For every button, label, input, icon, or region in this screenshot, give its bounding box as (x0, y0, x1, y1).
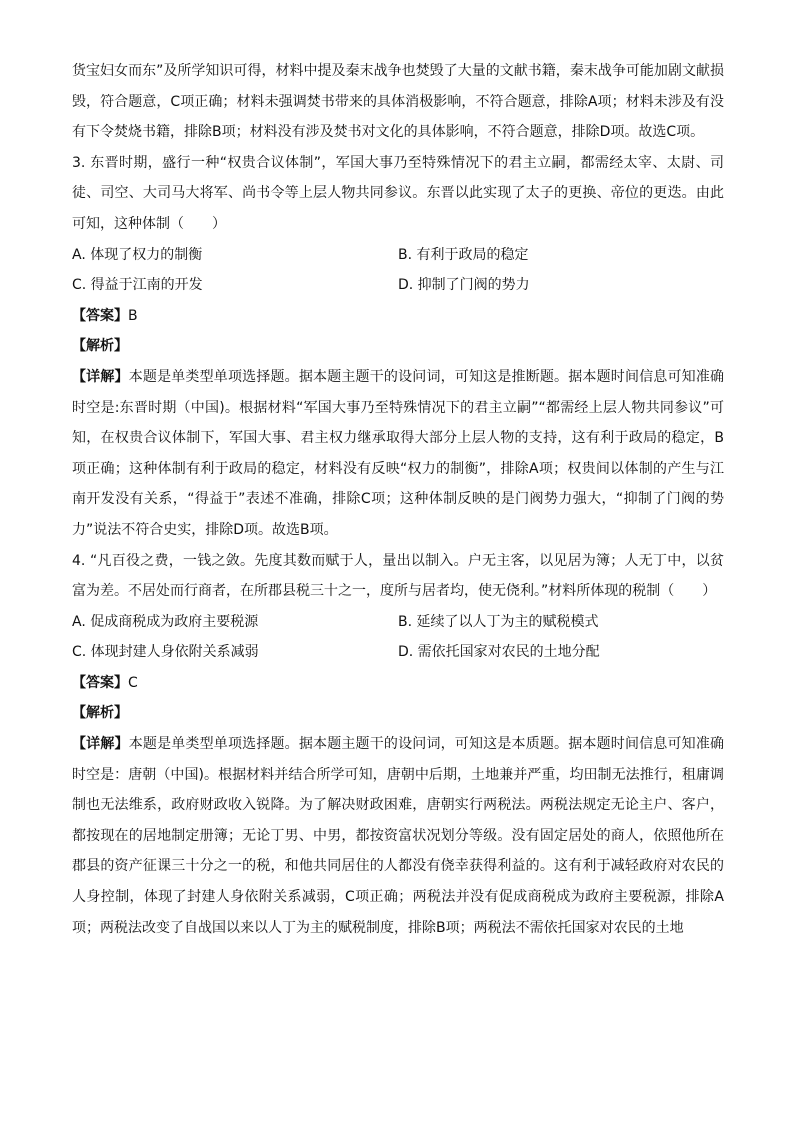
question-3-option-b: B. 有利于政局的稳定 (398, 246, 529, 263)
question-3-option-c: C. 得益于江南的开发 (72, 277, 203, 294)
question-4-option-d: D. 需依托国家对农民的土地分配 (398, 644, 600, 661)
analysis-tag: 【解析】 (72, 338, 128, 355)
question-4-stem: 4. “凡百役之费，一钱之敛。先度其数而赋于人，量出以制入。户无主客，以见居为簿；人无丁中，以贫富为差。不居处而行商者，在所郡县税三十之一，度所与居者均，使无侥利。”材料所体现的税制（ ） (72, 552, 724, 600)
detail-tag: 【详解】 (72, 736, 129, 753)
question-3-options-row-1 (72, 240, 724, 271)
question-4-option-a: A. 促成商税成为政府主要税源 (72, 613, 259, 630)
question-3-stem: 3. 东晋时期，盛行一种“权贵合议体制”，军国大事乃至特殊情况下的君主立嗣，都需经太宰、太尉、司徒、司空、大司马大将军、尚书令等上层人物共同参议。东晋以此实现了太子的更换、帝位的更迭。由此可知，这种体制（ ） (72, 154, 724, 232)
question-4-answer (72, 668, 724, 699)
question-4-option-b: B. 延续了以人丁为主的赋税模式 (398, 613, 599, 630)
previous-analysis-continuation: 货宝妇女而东”及所学知识可得，材料中提及秦末战争也焚毁了大量的文献书籍，秦末战争可能加剧文献损毁，符合题意，C项正确；材料未强调焚书带来的具体消极影响，不符合题意，排除A项；材料未涉及有没有下令焚烧书籍，排除B项；材料没有涉及焚书对文化的具体影响，不符合题意，排除D项。故选C项。 (72, 63, 724, 141)
question-3-option-a: A. 体现了权力的制衡 (72, 246, 203, 263)
answer-value: B (128, 307, 138, 324)
question-3-analysis-heading (72, 331, 724, 362)
detail-text: 本题是单类型单项选择题。据本题主题干的设问词，可知这是推断题。据本题时间信息可知准确时空是:东晋时期（中国)。根据材料“军国大事乃至特殊情况下的君主立嗣”“都需经上层人物共同参议”可知，在权贵合议体制下，军国大事、君主权力继承取得大部分上层人物的支持，这有利于政局的稳定，B项正确；这种体制有利于政局的稳定，材料没有反映“权力的制衡”，排除A项；权贵间以体制的产生与江南开发没有关系，“得益于”表述不准确，排除C项；这种体制反映的是门阀势力强大，“抑制了门阀的势力”说法不符合史实，排除D项。故选B项。 (72, 368, 725, 538)
question-3-detail (72, 362, 724, 546)
answer-tag: 【答案】 (72, 674, 128, 691)
analysis-tag: 【解析】 (72, 705, 128, 722)
question-3-options-row-2 (72, 270, 724, 301)
answer-value: C (128, 674, 138, 691)
question-3-answer (72, 301, 724, 332)
question-4-detail (72, 729, 724, 943)
detail-text: 本题是单类型单项选择题。据本题主题干的设问词，可知这是本质题。据本题时间信息可知准确时空是：唐朝（中国)。根据材料并结合所学可知，唐朝中后期，土地兼并严重，均田制无法推行，租庸调制也无法维系，政府财政收入锐降。为了解决财政困难，唐朝实行两税法。两税法规定无论主户、客户，都按现在的居地制定册簿；无论丁男、中男，都按资富状况划分等级。没有固定居处的商人，依照他所在郡县的资产征课三十分之一的税，和他共同居住的人都没有侥幸获得利益的。这有利于减轻政府对农民的人身控制，体现了封建人身依附关系减弱，C项正确；两税法并没有促成商税成为政府主要税源，排除A项；两税法改变了自战国以来以人丁为主的赋税制度，排除B项；两税法不需依托国家对农民的土地 (72, 736, 725, 936)
question-4-options-row-2 (72, 637, 724, 668)
question-4-options-row-1 (72, 607, 724, 638)
detail-tag: 【详解】 (72, 368, 129, 385)
question-3-option-d: D. 抑制了门阀的势力 (398, 277, 530, 294)
question-4-analysis-heading (72, 698, 724, 729)
document-page (72, 56, 724, 943)
question-4-option-c: C. 体现封建人身依附关系减弱 (72, 644, 259, 661)
answer-tag: 【答案】 (72, 307, 128, 324)
